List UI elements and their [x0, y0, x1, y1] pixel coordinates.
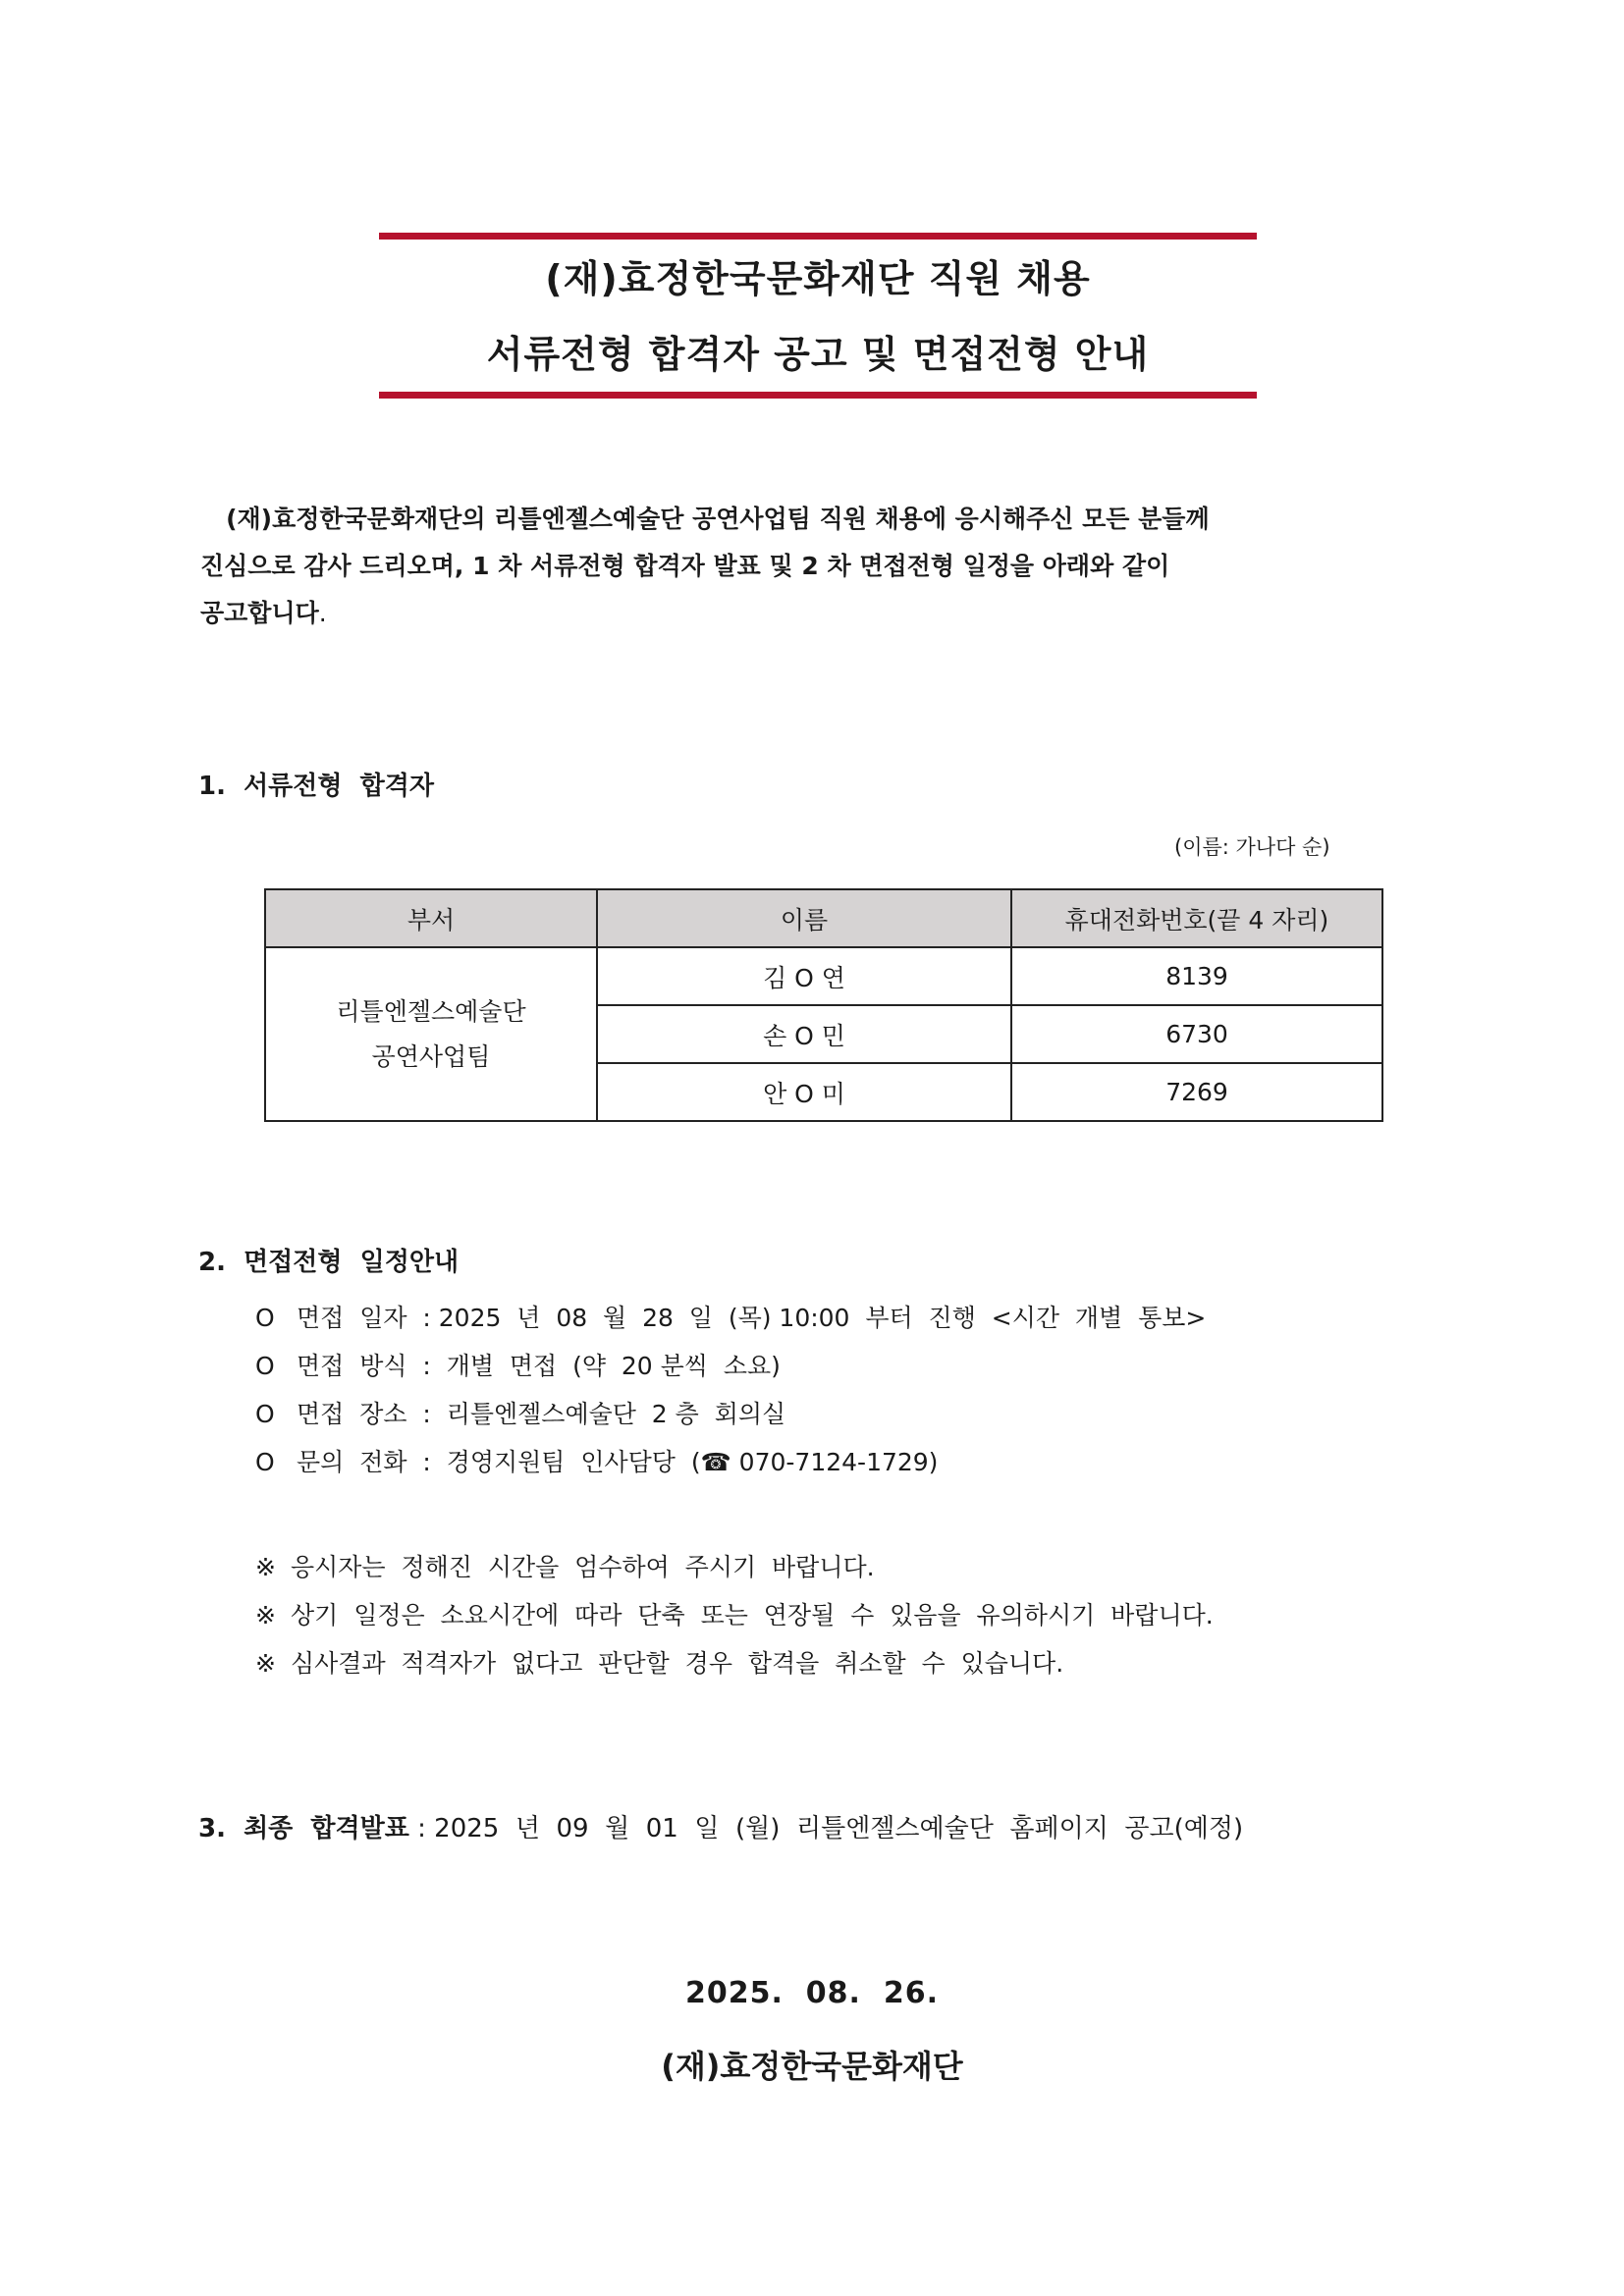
intro-line-2: 진심으로 감사 드리오며, 1 차 서류전형 합격자 발표 및 2 차 면접전형 일정을 아래와 같이 [200, 552, 1170, 580]
department-line-2: 공연사업팀 [371, 1041, 491, 1071]
sort-order-note: (이름: 가나다 순) [1174, 835, 1330, 859]
final-announcement-text: : 2025 년 09 월 01 일 (월) 리틀엔젤스예술단 홈페이지 공고(예정) [408, 1814, 1244, 1843]
applicant-phone: 6730 [1011, 1005, 1382, 1063]
bullet-mark: O [255, 1448, 275, 1476]
section-1-heading: 1. 서류전형 합격자 [198, 772, 434, 801]
notice-list [255, 1543, 1214, 1687]
list-item [255, 1591, 1214, 1639]
reference-mark-icon: ※ [255, 1601, 276, 1629]
title-bottom-rule [379, 392, 1257, 399]
header-name: 이름 [597, 889, 1011, 947]
bullet-mark: O [255, 1304, 275, 1332]
applicant-phone: 7269 [1011, 1063, 1382, 1121]
department-line-1: 리틀엔젤스예술단 [336, 996, 526, 1026]
bullet-mark: O [255, 1400, 275, 1428]
list-item [255, 1342, 1206, 1390]
applicant-name: 김 O 연 [597, 947, 1011, 1005]
list-item [255, 1639, 1214, 1687]
intro-line-1: (재)효정한국문화재단의 리틀엔젤스예술단 공연사업팀 직원 채용에 응시해주신 모든 분들께 [200, 505, 1210, 533]
intro-line-3 [200, 590, 1408, 637]
contact-phone-text: 문의 전화 : 경영지원팀 인사담당 (☎ 070-7124-1729) [297, 1448, 939, 1476]
section-3-heading-bold: 3. 최종 합격발표 [198, 1814, 409, 1843]
document-title-line1: (재)효정한국문화재단 직원 채용 [545, 257, 1091, 300]
document-title-line2: 서류전형 합격자 공고 및 면접전형 안내 [486, 333, 1150, 376]
reference-mark-icon: ※ [255, 1649, 276, 1678]
notice-text: 응시자는 정해진 시간을 엄수하여 주시기 바랍니다. [291, 1553, 875, 1581]
table-row [265, 947, 1382, 1005]
interview-info-list [255, 1294, 1206, 1486]
intro-line-3-end: . [318, 599, 327, 627]
section-3-heading [198, 1808, 1243, 1844]
notice-text: 심사결과 적격자가 없다고 판단할 경우 합격을 취소할 수 있습니다. [291, 1649, 1064, 1678]
list-item [255, 1543, 1214, 1591]
department-cell [265, 947, 597, 1121]
intro-paragraph [200, 496, 1408, 637]
section-2-heading: 2. 면접전형 일정안내 [198, 1248, 460, 1277]
list-item [255, 1438, 1206, 1486]
list-item [255, 1390, 1206, 1438]
applicants-table [264, 888, 1383, 1122]
title-top-rule [379, 233, 1257, 240]
interview-method-text: 면접 방식 : 개별 면접 (약 20 분씩 소요) [297, 1352, 781, 1380]
applicant-name: 손 O 민 [597, 1005, 1011, 1063]
interview-location-text: 면접 장소 : 리틀엔젤스예술단 2 층 회의실 [297, 1400, 786, 1428]
interview-date-text: 면접 일자 : 2025 년 08 월 28 일 (목) 10:00 부터 진행 <시간 개별 통보> [297, 1304, 1207, 1332]
list-item [255, 1294, 1206, 1342]
signature-date: 2025. 08. 26. [685, 1976, 939, 2010]
table-header-row [265, 889, 1382, 947]
header-department: 부서 [265, 889, 597, 947]
header-phone: 휴대전화번호(끝 4 자리) [1011, 889, 1382, 947]
intro-line-3-bold: 공고합니다 [200, 599, 319, 627]
signature-organization: (재)효정한국문화재단 [661, 2048, 963, 2085]
notice-text: 상기 일정은 소요시간에 따라 단축 또는 연장될 수 있음을 유의하시기 바랍니다. [291, 1601, 1214, 1629]
reference-mark-icon: ※ [255, 1553, 276, 1581]
applicant-phone: 8139 [1011, 947, 1382, 1005]
applicant-name: 안 O 미 [597, 1063, 1011, 1121]
bullet-mark: O [255, 1352, 275, 1380]
